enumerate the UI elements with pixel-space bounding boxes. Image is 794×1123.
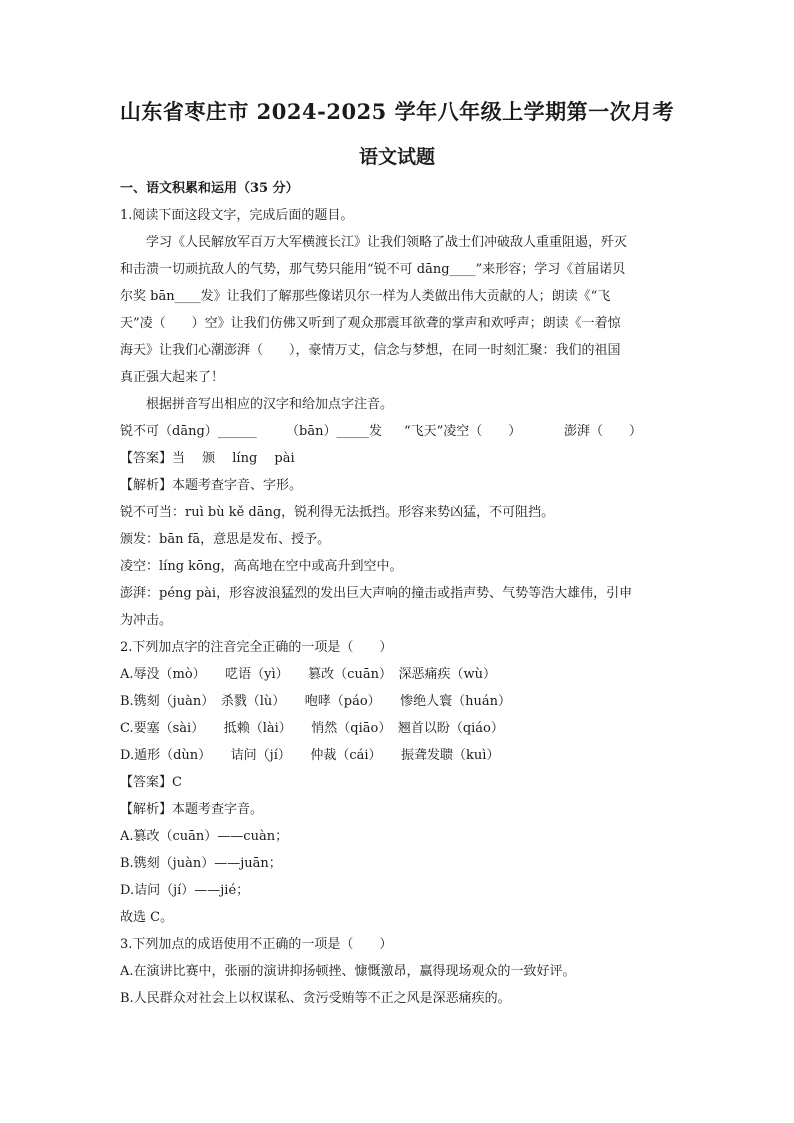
q1-passage-line-1: 学习《人民解放军百万大军横渡长江》让我们领略了战士们冲破敌人重重阻遏，歼灭 [146,235,628,250]
q1-analysis-line: 颁发：bān fā，意思是发布、授予。 [120,532,331,547]
fill-item: 澎湃（ ） [564,424,643,439]
q1-analysis-line: 为冲击。 [120,613,173,628]
q2-option: B.镌刻（juàn） 杀戮（lù） 咆哮（páo） 惨绝人寰（huán） [120,694,512,709]
q2-analysis-line: A.篡改（cuān）——cuàn； [120,829,289,844]
q2-analysis: 【解析】本题考查字音。 [120,802,264,817]
q2-analysis-line: B.镌刻（juàn）——juān； [120,856,282,871]
document-subtitle: 语文试题 [358,146,435,168]
q1-stem: 1.阅读下面这段文字，完成后面的题目。 [120,208,354,223]
q1-fill-row [120,423,680,441]
q3-stem: 3.下列加点的成语使用不正确的一项是（ ） [120,937,393,952]
q2-option: A.辱没（mò） 呓语（yì） 篡改（cuān） 深恶痛疾（wù） [120,667,496,682]
q3-option: B.人民群众对社会上以权谋私、贪污受贿等不正之风是深恶痛疾的。 [120,991,511,1006]
q1-analysis-line: 凌空：líng kōng，高高地在空中或高升到空中。 [120,559,403,574]
q3-option: A.在演讲比赛中，张丽的演讲抑扬顿挫、慷慨激昂，赢得现场观众的一致好评。 [120,964,576,979]
q1-analysis: 【解析】本题考查字音、字形。 [120,478,303,493]
q2-stem: 2.下列加点字的注音完全正确的一项是（ ） [120,640,393,655]
q1-instruction: 根据拼音写出相应的汉字和给加点字注音。 [146,397,394,412]
fill-item: （bān）_____发 [286,424,382,439]
fill-item: 锐不可（dāng）______ [120,424,257,439]
q1-passage-line-2: 和击溃一切顽抗敌人的气势，那气势只能用“锐不可 dāng____”来形容；学习《首届诺贝 [120,262,626,277]
fill-item: “飞天”凌空（ ） [404,424,522,439]
q1-passage-line-5: 海天》让我们心潮澎湃（ ），豪情万丈，信念与梦想，在同一时刻汇聚：我们的祖国 [120,343,621,358]
q2-conclusion: 故选 C。 [120,910,174,925]
q1-analysis-line: 澎湃：péng pài，形容波浪猛烈的发出巨大声响的撞击或指声势、气势等浩大雄伟，引申 [120,586,633,601]
q1-answer: 【答案】当 颁 líng pài [120,451,295,466]
q2-option: D.遁形（dùn） 诘问（jí） 仲裁（cái） 振聋发聩（kuì） [120,748,500,763]
q2-answer: 【答案】C [120,775,182,790]
q1-passage-line-4: 天”凌（ ）空》让我们仿佛又听到了观众那震耳欲聋的掌声和欢呼声；朗读《一着惊 [120,316,621,331]
q1-passage-line-6: 真正强大起来了！ [120,370,225,385]
q2-analysis-line: D.诘问（jí）——jié； [120,883,250,898]
document-title: 山东省枣庄市 2024-2025 学年八年级上学期第一次月考 [119,99,675,124]
q1-passage-line-3: 尔奖 bān____发》让我们了解那些像诺贝尔一样为人类做出伟大贡献的人；朗读《“飞 [120,289,611,304]
section-heading: 一、语文积累和运用（35 分） [120,181,299,196]
q1-analysis-line: 锐不可当：ruì bù kě dāng，锐利得无法抵挡。形容来势凶猛，不可阻挡。 [120,505,555,520]
q2-option: C.要塞（sài） 抵赖（lài） 悄然（qiāo） 翘首以盼（qiáo） [120,721,504,736]
